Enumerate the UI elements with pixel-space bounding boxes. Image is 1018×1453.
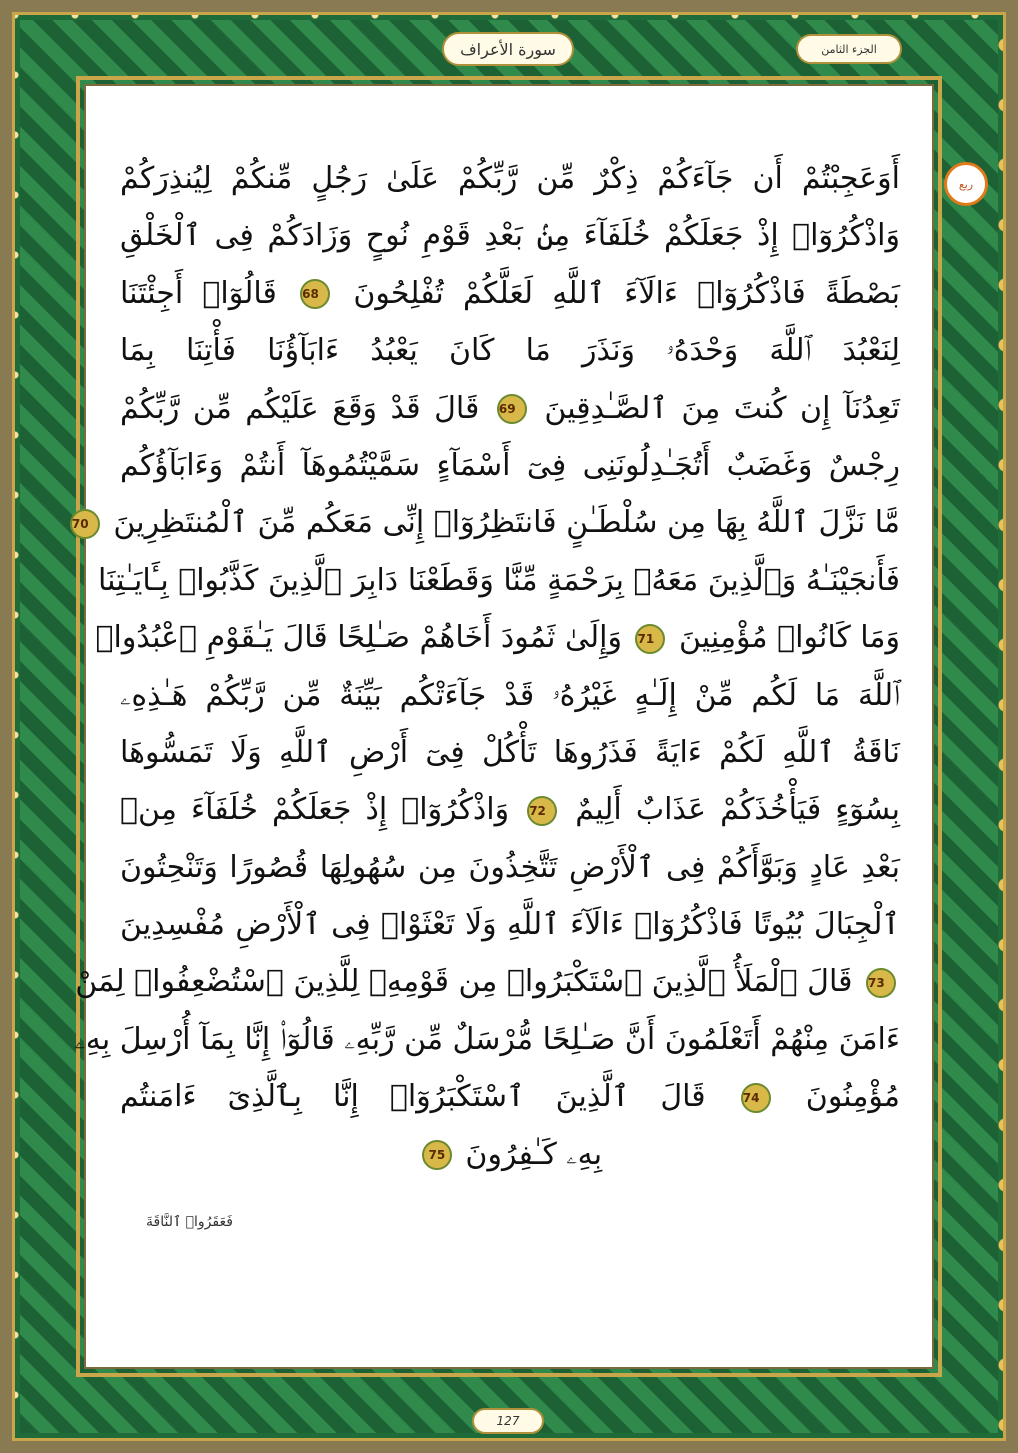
ayah-number-marker: 70: [70, 509, 100, 539]
text-line: بِهِۦ كَـٰفِرُونَ 75: [120, 1126, 900, 1183]
surah-title: سورة الأعراف: [442, 32, 574, 66]
ayah-number-marker: 68: [300, 279, 330, 309]
juz-label: الجزء الثامن: [796, 34, 902, 64]
text-line: مُؤْمِنُونَ 74 قَالَ ٱلَّذِينَ ٱسْتَكْبَرُوٓا۟ إِنَّا بِٱلَّذِىٓ ءَامَنتُم: [120, 1079, 900, 1115]
rub-hizb-marker: ربع: [944, 162, 988, 206]
text-line: رِجْسٌ وَغَضَبٌ أَتُجَـٰدِلُونَنِى فِىٓ أَسْمَآءٍ سَمَّيْتُمُوهَآ أَنتُمْ وَءَابَآؤُكُم: [120, 447, 900, 483]
text-line: لِنَعْبُدَ ٱللَّهَ وَحْدَهُۥ وَنَذَرَ مَا كَانَ يَعْبُدُ ءَابَآؤُنَا فَأْتِنَا بِمَا: [120, 333, 900, 369]
ayah-number-marker: 74: [741, 1083, 771, 1113]
text-line: ءَامَنَ مِنْهُمْ أَتَعْلَمُونَ أَنَّ صَـٰلِحًا مُّرْسَلٌ مِّن رَّبِّهِۦ قَالُوٓا۟ إِنَّا بِمَآ أُرْسِلَ بِهِۦ: [74, 1021, 900, 1057]
text-line: وَمَا كَانُوا۟ مُؤْمِنِينَ 71 وَإِلَىٰ ثَمُودَ أَخَاهُمْ صَـٰلِحًا قَالَ يَـٰقَوْمِ ٱعْبُدُوا۟: [95, 620, 900, 656]
ayah-number-marker: 75: [422, 1140, 452, 1170]
text-line: فَأَنجَيْنَـٰهُ وَٱلَّذِينَ مَعَهُۥ بِرَحْمَةٍ مِّنَّا وَقَطَعْنَا دَابِرَ ٱلَّذِينَ كَذَّبُوا۟ بِـَٔايَـٰتِنَا: [98, 562, 900, 598]
ayah-number-marker: 71: [635, 624, 665, 654]
text-line: نَاقَةُ ٱللَّهِ لَكُمْ ءَايَةً فَذَرُوهَا تَأْكُلْ فِىٓ أَرْضِ ٱللَّهِ وَلَا تَمَسُّوهَا: [120, 734, 900, 770]
text-line: تَعِدُنَآ إِن كُنتَ مِنَ ٱلصَّـٰدِقِينَ 69 قَالَ قَدْ وَقَعَ عَلَيْكُم مِّن رَّبِّكُمْ: [120, 390, 900, 426]
text-line: بِسُوٓءٍ فَيَأْخُذَكُمْ عَذَابٌ أَلِيمٌ 72 وَاذْكُرُوٓا۟ إِذْ جَعَلَكُمْ خُلَفَآءَ مِنۢ: [120, 792, 900, 828]
text-line: مَّا نَزَّلَ ٱللَّهُ بِهَا مِن سُلْطَـٰنٍ فَانتَظِرُوٓا۟ إِنِّى مَعَكُم مِّنَ ٱلْمُنتَظِرِينَ 70: [71, 505, 900, 541]
text-line: ٱللَّهَ مَا لَكُم مِّنْ إِلَـٰهٍ غَيْرُهُۥ قَدْ جَآءَتْكُم بَيِّنَةٌ مِّن رَّبِّكُمْ هَـٰذِهِۦ: [120, 677, 900, 713]
text-line: بَعْدِ عَادٍ وَبَوَّأَكُمْ فِى ٱلْأَرْضِ تَتَّخِذُونَ مِن سُهُولِهَا قُصُورًا وَتَنْحِتُونَ: [120, 849, 900, 885]
text-line: أَوَعَجِبْتُمْ أَن جَآءَكُمْ ذِكْرٌ مِّن رَّبِّكُمْ عَلَىٰ رَجُلٍ مِّنكُمْ لِيُنذِرَكُمْ: [120, 161, 900, 196]
quran-text-block: [71, 150, 900, 1183]
text-line: وَاذْكُرُوٓا۟ إِذْ جَعَلَكُمْ خُلَفَآءَ مِنۢ بَعْدِ قَوْمِ نُوحٍ وَزَادَكُمْ فِى ٱلْخَلْقِ: [120, 218, 900, 254]
page-number: 127: [472, 1408, 544, 1434]
ayah-number-marker: 72: [527, 796, 557, 826]
text-line: بَصْطَةً فَاذْكُرُوٓا۟ ءَالَآءَ ٱللَّهِ لَعَلَّكُمْ تُفْلِحُونَ 68 قَالُوٓا۟ أَجِئْتَنَا: [120, 275, 900, 311]
catchword: فَعَقَرُوا۟ ٱلنَّاقَةَ: [146, 1214, 233, 1230]
ayah-number-marker: 73: [866, 968, 896, 998]
ayah-number-marker: 69: [497, 394, 527, 424]
text-line: ٱلْجِبَالَ بُيُوتًا فَاذْكُرُوٓا۟ ءَالَآءَ ٱللَّهِ وَلَا تَعْثَوْا۟ فِى ٱلْأَرْضِ مُفْسِدِينَ: [120, 907, 900, 943]
text-line: 73 قَالَ ٱلْمَلَأُ ٱلَّذِينَ ٱسْتَكْبَرُوا۟ مِن قَوْمِهِۦ لِلَّذِينَ ٱسْتُضْعِفُوا۟ لِمَنْ: [120, 953, 900, 1010]
